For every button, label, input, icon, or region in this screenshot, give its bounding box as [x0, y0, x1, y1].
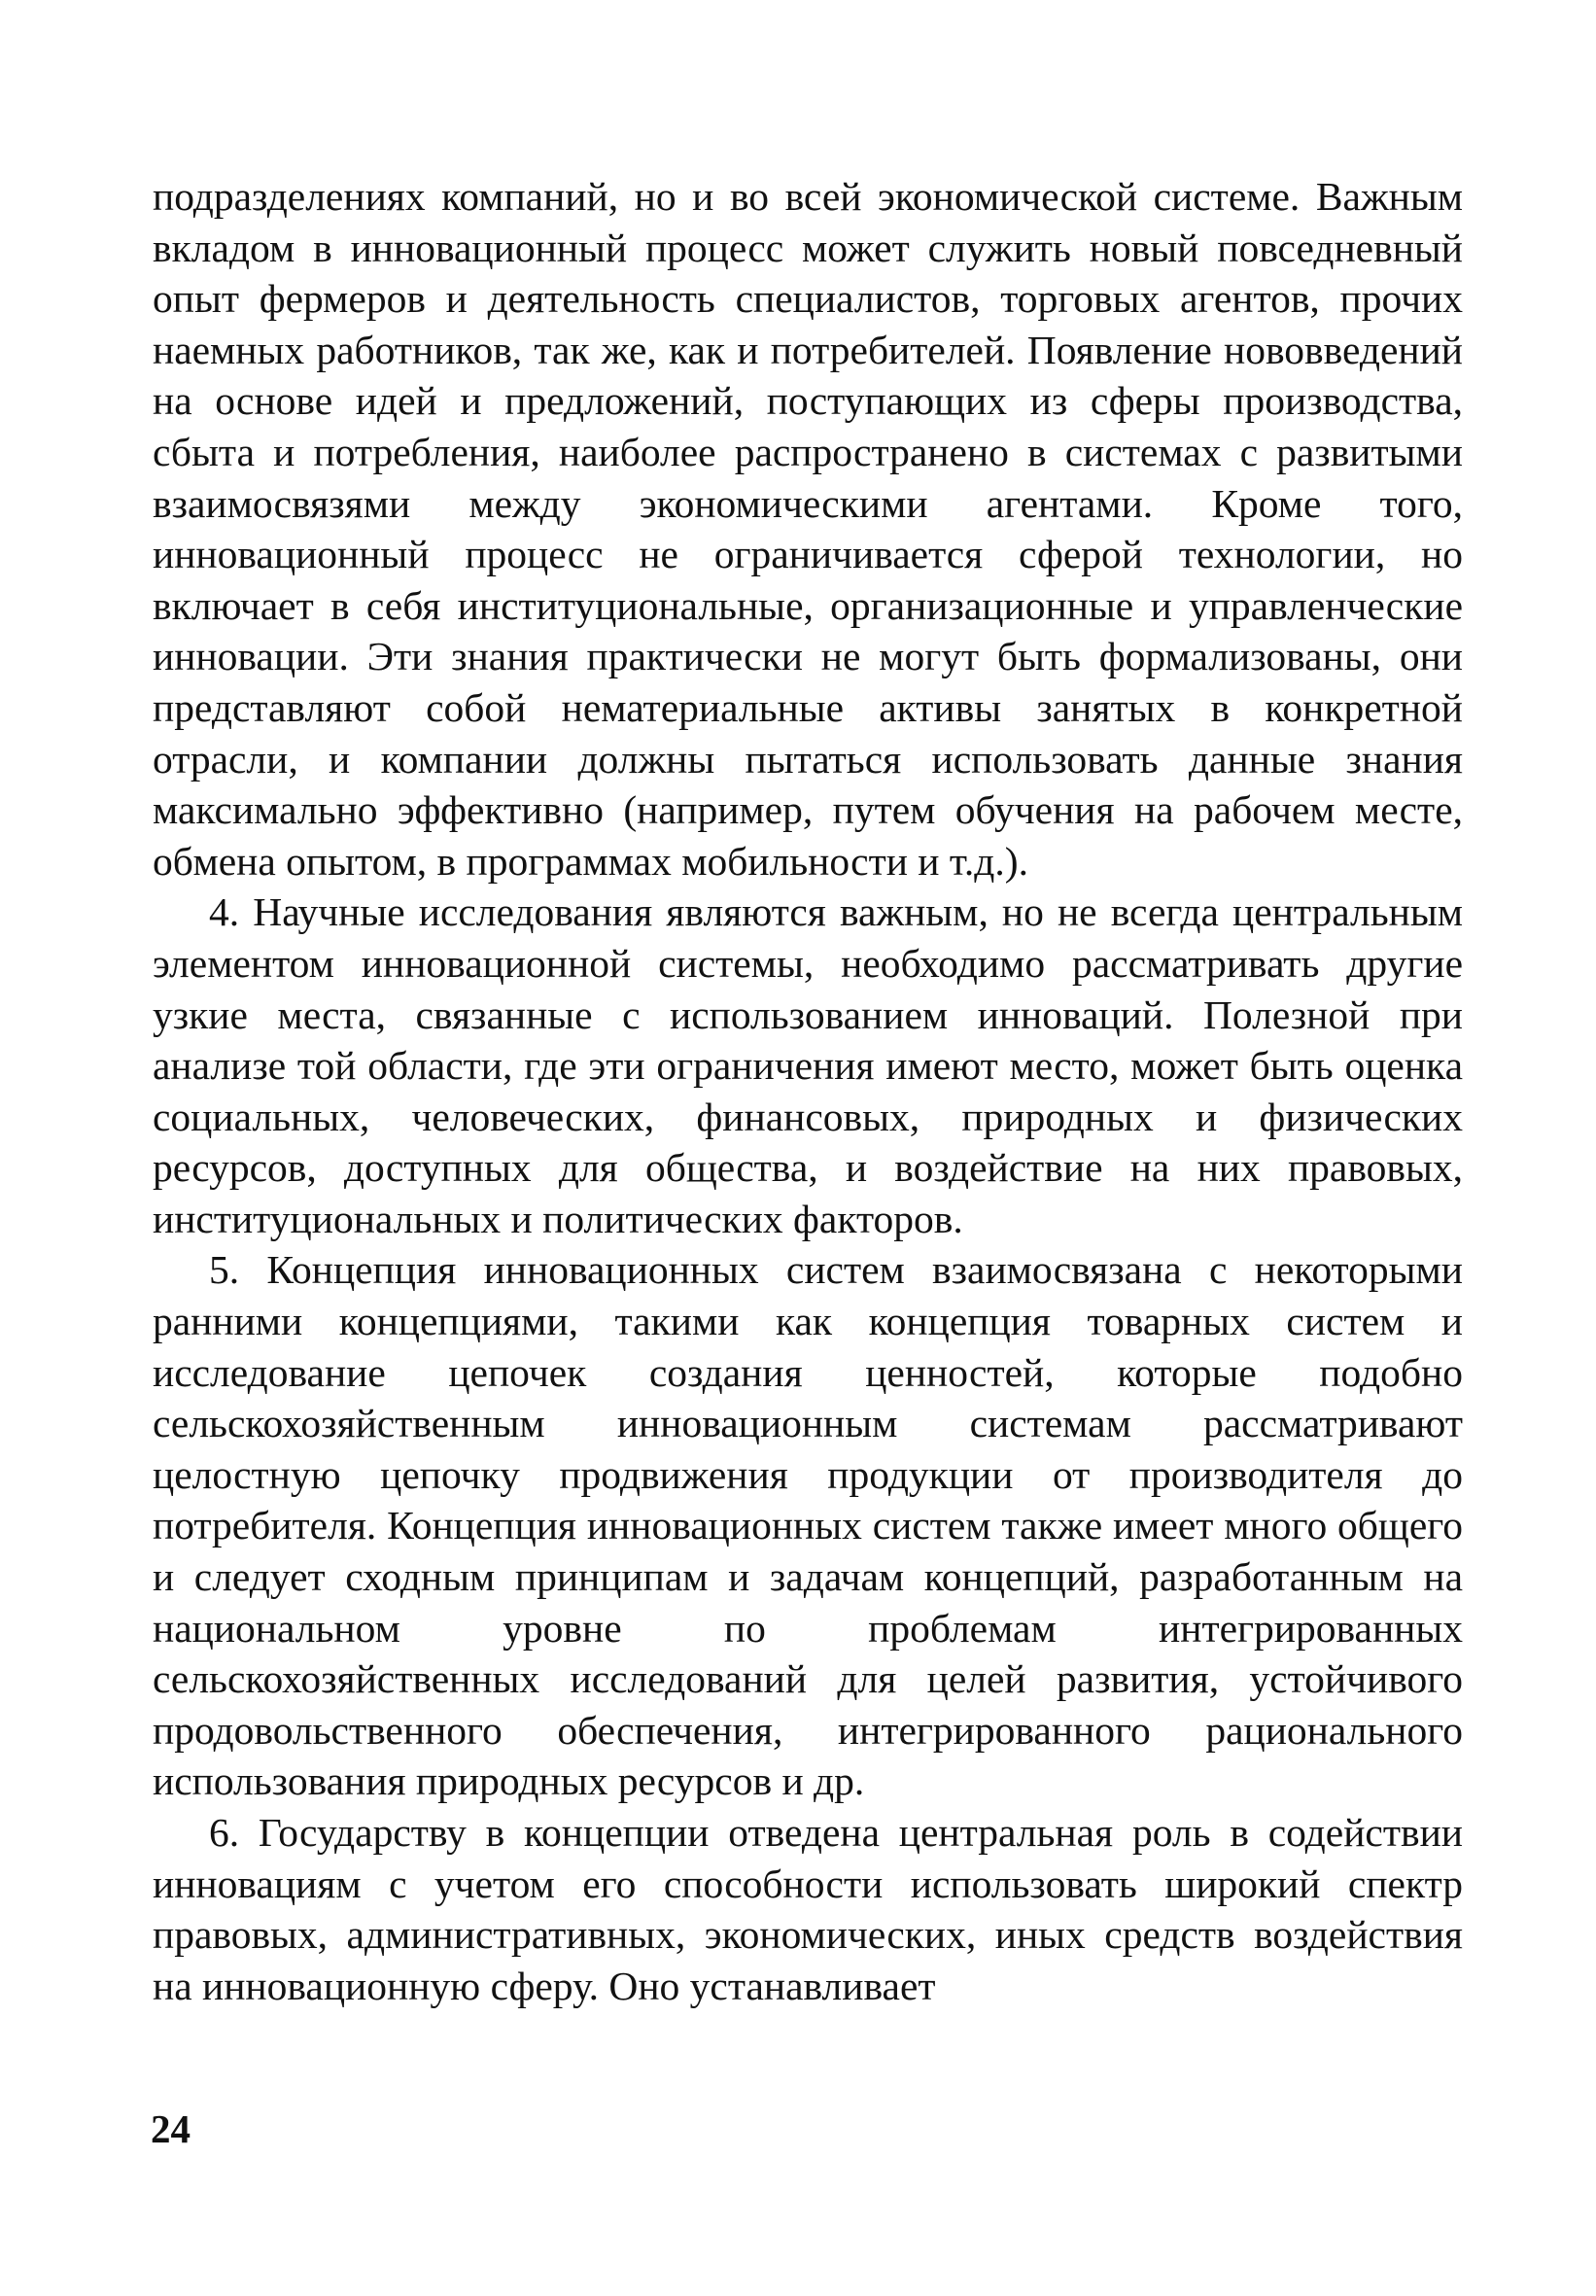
paragraph-item-4: 4. Научные исследования являются важным, но не всегда центральным элементом инновационной системы, необходимо рассматривать другие узкие места, связанные с использованием инноваций. Полезной при анализе той области, где эти ограничения имеют место, может быть оценка социальных, человеческих, финансовых, природных и физических ресурсов, доступных для общества, и воздействие на них правовых, институциональных и политических факторов.: [153, 889, 1463, 1241]
paragraph-item-5: 5. Концепция инновационных систем взаимосвязана с некоторыми ранними концепциями, такими как концепция товарных систем и исследование цепочек создания ценностей, которые подобно сельскохозяйственным инновационным системам рассматривают целостную цепочку продвижения продукции от производителя до потребителя. Концепция инновационных систем также имеет много общего и следует сходным принципам и задачам концепций, разработанным на национальном уровне по проблемам интегрированных сельскохозяйственных исследований для целей развития, устойчивого продовольственного обеспечения, интегрированного рационального использования природных ресурсов и др.: [153, 1247, 1463, 1804]
paragraph-continuation: подразделениях компаний, но и во всей экономической системе. Важным вкладом в инновационный процесс может служить новый повседневный опыт фермеров и деятельность специалистов, торговых агентов, прочих наемных работников, так же, как и потребителей. Появление нововведений на основе идей и предложений, поступающих из сферы производства, сбыта и потребления, наиболее распространено в системах с развитыми взаимосвязями между экономическими агентами. Кроме того, инновационный процесс не ограничивается сферой технологии, но включает в себя институциональные, организационные и управленческие инновации. Эти знания практически не могут быть формализованы, они представляют собой нематериальные активы занятых в конкретной отрасли, и компании должны пытаться использовать данные знания максимально эффективно (например, путем обучения на рабочем месте, обмена опытом, в программах мобильности и т.д.).: [153, 174, 1463, 884]
paragraph-item-6: 6. Государству в концепции отведена центральная роль в содействии инновациям с учетом его способности использовать широкий спектр правовых, административных, экономических, иных средств воздействия на инновационную сферу. Оно устанавливает: [153, 1810, 1463, 2008]
page-number: 24: [151, 2106, 191, 2151]
body-text: [153, 171, 1463, 2011]
